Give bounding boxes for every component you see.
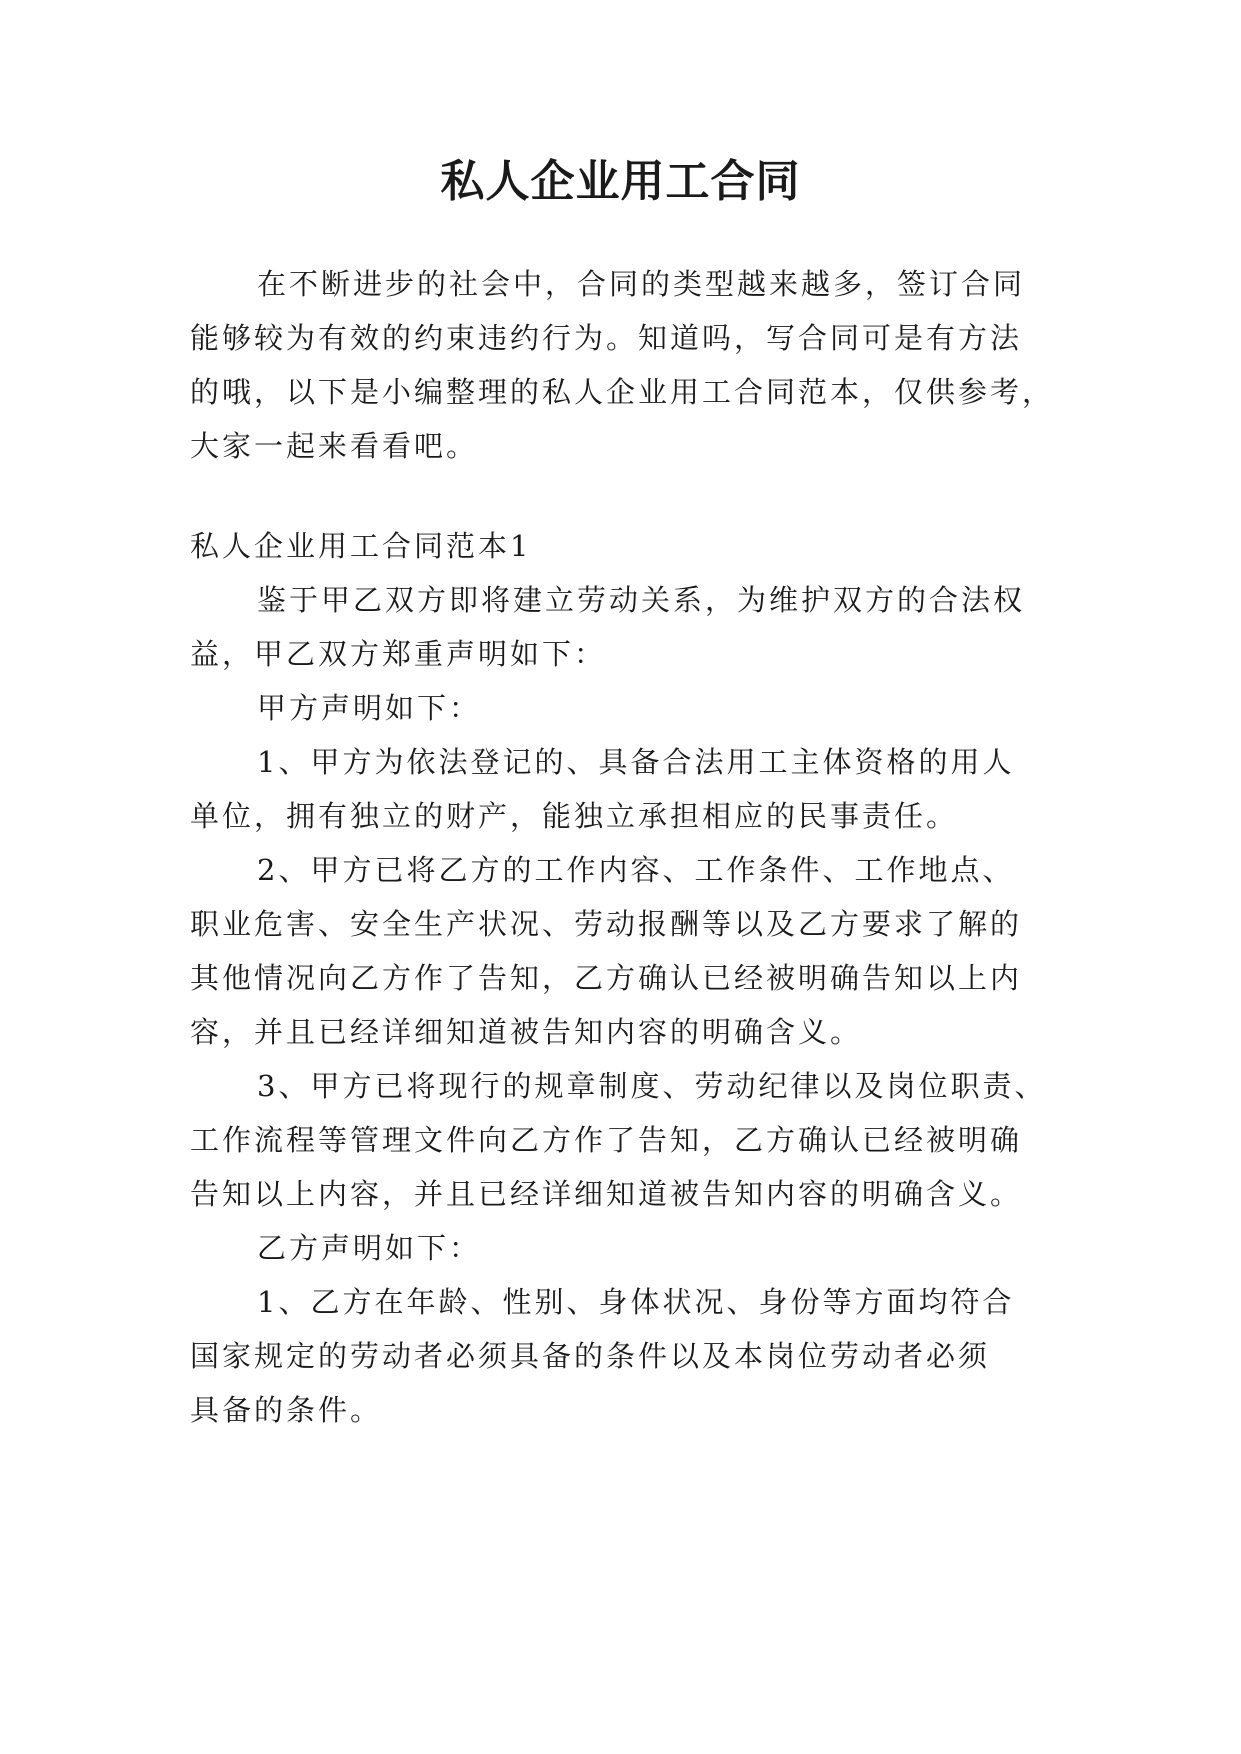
body-line: 乙方声明如下：	[257, 1231, 482, 1265]
body-line: 鉴于甲乙双方即将建立劳动关系，为维护双方的合法权	[257, 583, 1026, 617]
section-heading: 私人企业用工合同范本1	[190, 529, 532, 563]
body-line: 益，甲乙双方郑重声明如下：	[190, 637, 607, 671]
body-line: 告知以上内容，并且已经详细知道被告知内容的明确含义。	[190, 1177, 1023, 1211]
body-line: 容，并且已经详细知道被告知内容的明确含义。	[190, 1015, 863, 1049]
intro-line: 能够较为有效的约束违约行为。知道吗，写合同可是有方法	[190, 321, 1023, 355]
body-line: 国家规定的劳动者必须具备的条件以及本岗位劳动者必须	[190, 1339, 991, 1373]
body-line: 具备的条件。	[190, 1393, 383, 1427]
body-line: 其他情况向乙方作了告知，乙方确认已经被明确告知以上内	[190, 961, 1023, 995]
body-line: 3、甲方已将现行的规章制度、劳动纪律以及岗位职责、	[257, 1069, 1047, 1103]
intro-line: 的哦，以下是小编整理的私人企业用工合同范本，仅供参考，	[190, 375, 1055, 409]
body-line: 工作流程等管理文件向乙方作了告知，乙方确认已经被明确	[190, 1123, 1023, 1157]
body-line: 甲方声明如下：	[257, 691, 482, 725]
document-title: 私人企业用工合同	[440, 156, 801, 207]
intro-line: 在不断进步的社会中，合同的类型越来越多，签订合同	[257, 267, 1026, 301]
body-line: 职业危害、安全生产状况、劳动报酬等以及乙方要求了解的	[190, 907, 1023, 941]
body-line: 1、乙方在年龄、性别、身体状况、身份等方面均符合	[257, 1285, 1015, 1319]
body-line: 单位，拥有独立的财产，能独立承担相应的民事责任。	[190, 799, 959, 833]
intro-line: 大家一起来看看吧。	[190, 429, 479, 463]
body-line: 1、甲方为依法登记的、具备合法用工主体资格的用人	[257, 745, 1015, 779]
body-line: 2、甲方已将乙方的工作内容、工作条件、工作地点、	[257, 853, 1015, 887]
